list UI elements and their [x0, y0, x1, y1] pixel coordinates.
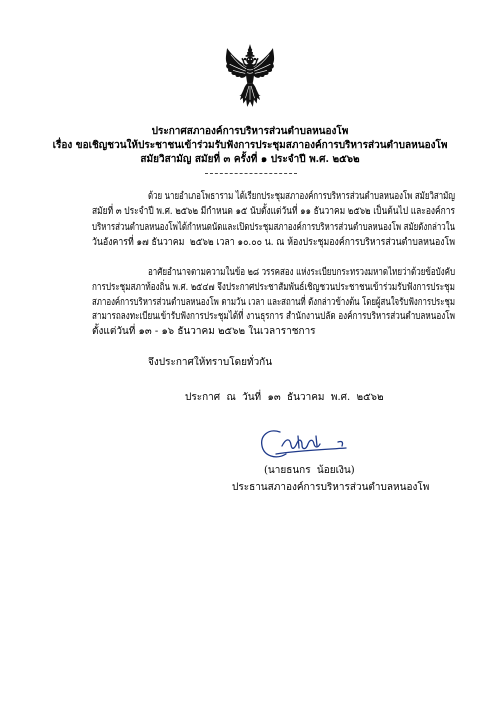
- paragraph-2-line-3: สภาองค์การบริหารส่วนตำบลหนองโพ ตามวัน เวลา และสถานที่ ดังกล่าวข้างต้น โดยผู้สนใจรับฟังการประชุม: [92, 296, 455, 308]
- paragraph-1-line-3: บริหารส่วนตำบลหนองโพได้กำหนดนัดและเปิดประชุมสภาองค์การบริหารส่วนตำบลหนองโพ สมัยดังกล่าวใน: [92, 221, 456, 233]
- signatory-position: ประธานสภาองค์การบริหารส่วนตำบลหนองโพ: [232, 482, 430, 493]
- signature-block: [230, 424, 460, 498]
- signatory-name: (นายธนกร น้อยเงิน): [264, 465, 355, 476]
- paragraph-2: [92, 265, 455, 341]
- paragraph-2-line-2: การประชุมสภาท้องถิ่น พ.ศ. ๒๕๔๗ จึงประกาศประชาสัมพันธ์เชิญชวนประชาชนเข้าร่วมรับฟังการประชุม: [92, 281, 456, 293]
- header-divider: [205, 173, 297, 174]
- paragraph-2-line-4: สามารถลงทะเบียนเข้ารับฟังการประชุมได้ที่ งานธุรการ สำนักงานปลัด องค์การบริหารส่วนตำบลหนองโพ: [92, 311, 455, 323]
- paragraph-1-line-4: วันอังคารที่ ๑๗ ธันวาคม ๒๕๖๒ เวลา ๑๐.๐๐ น. ณ ห้องประชุมองค์การบริหารส่วนตำบลหนองโพ: [92, 236, 456, 248]
- closing-line: จึงประกาศให้ทราบโดยทั่วกัน: [148, 357, 273, 368]
- announcement-subject: เรื่อง ขอเชิญชวนให้ประชาชนเข้าร่วมรับฟังการประชุมสภาองค์การบริหารส่วนตำบลหนองโพ: [52, 140, 448, 151]
- paragraph-1-line-2: สมัยที่ ๓ ประจำปี พ.ศ. ๒๕๖๒ มีกำหนด ๑๕ นับตั้งแต่วันที่ ๑๑ ธันวาคม ๒๕๖๒ เป็นต้นไป และองค์การ: [92, 206, 455, 218]
- paragraph-1: [92, 189, 455, 251]
- date-line: ประกาศ ณ วันที่ ๑๓ ธันวาคม พ.ศ. ๒๕๖๒: [185, 392, 384, 403]
- paragraph-2-line-1: อาศัยอำนาจตามความในข้อ ๒๘ วรรคสอง แห่งระเบียบกระทรวงมหาดไทยว่าด้วยข้อบังคับ: [148, 267, 456, 278]
- paragraph-1-line-1: ด้วย นายอำเภอโพธาราม ได้เรียกประชุมสภาองค์การบริหารส่วนตำบลหนองโพ สมัยวิสามัญ: [148, 191, 456, 202]
- paragraph-2-line-5: ตั้งแต่วันที่ ๑๓ - ๑๖ ธันวาคม ๒๕๖๒ ในเวลาราชการ: [92, 326, 316, 338]
- garuda-emblem: [222, 43, 278, 117]
- announcement-title: ประกาศสภาองค์การบริหารส่วนตำบลหนองโพ: [151, 126, 349, 137]
- announcement-session: สมัยวิสามัญ สมัยที่ ๓ ครั้งที่ ๑ ประจำปี พ.ศ. ๒๕๖๒: [140, 153, 360, 165]
- document-header: [50, 124, 450, 184]
- signature: [258, 424, 350, 466]
